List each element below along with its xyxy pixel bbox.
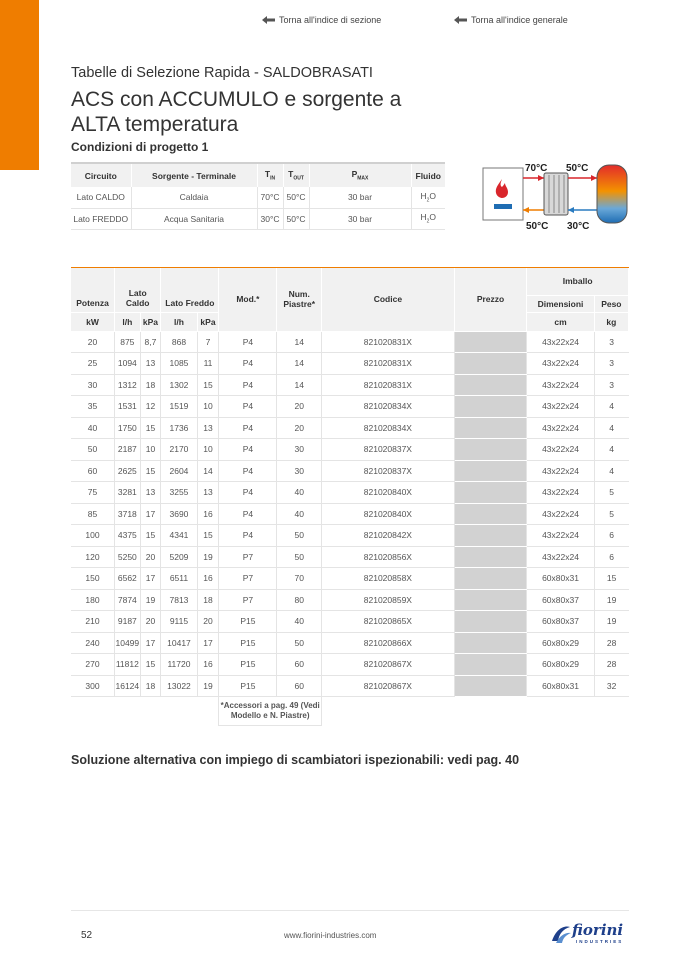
col-potenza: Potenza <box>71 268 115 312</box>
table-row <box>71 503 629 525</box>
unit-lh: l/h <box>115 312 141 331</box>
table-cell: 17 <box>140 503 161 525</box>
table-cell: 3255 <box>161 482 197 504</box>
table-cell: 70 <box>277 568 322 590</box>
table-cell: 270 <box>71 654 115 676</box>
table-cell: 43x22x24 <box>527 374 594 396</box>
table-row <box>71 353 629 375</box>
table-cell: 4 <box>594 439 628 461</box>
table-cell: 60 <box>277 675 322 697</box>
table-cell: 19 <box>197 546 219 568</box>
conditions-row <box>71 187 445 208</box>
cell: 30 bar <box>309 187 411 208</box>
table-cell: 2187 <box>115 439 141 461</box>
table-cell: 5 <box>594 482 628 504</box>
table-cell: P15 <box>219 654 277 676</box>
back-arrow-icon <box>454 16 467 24</box>
table-cell: 1531 <box>115 396 141 418</box>
table-cell: 80 <box>277 589 322 611</box>
col-sorgente: Sorgente - Terminale <box>131 163 257 187</box>
table-cell: 13 <box>197 482 219 504</box>
table-cell: 1312 <box>115 374 141 396</box>
table-row <box>71 396 629 418</box>
table-cell: 821020858X <box>322 568 455 590</box>
table-cell: 8,7 <box>140 331 161 353</box>
back-to-section-label: Torna all'indice di sezione <box>279 15 382 25</box>
table-cell: 30 <box>277 439 322 461</box>
price-cell <box>454 675 527 697</box>
table-cell: P7 <box>219 589 277 611</box>
conditions-row <box>71 208 445 229</box>
conditions-table <box>71 162 445 230</box>
col-tout: $T_{OUT}$ <box>283 163 309 187</box>
cell: 30°C <box>257 208 283 229</box>
table-cell: 14 <box>197 460 219 482</box>
temp-label: 70°C <box>525 163 548 174</box>
table-cell: P4 <box>219 331 277 353</box>
table-cell: 30 <box>71 374 115 396</box>
table-cell: 43x22x24 <box>527 353 594 375</box>
price-cell <box>454 525 527 547</box>
unit-cm: cm <box>527 312 594 331</box>
unit-kw: kW <box>71 312 115 331</box>
section-tab <box>0 0 39 170</box>
cell: 30 bar <box>309 208 411 229</box>
table-row <box>71 525 629 547</box>
col-pmax: $P_{MAX}$ <box>309 163 411 187</box>
accessories-note: *Accessori a pag. 49 (Vedi Modello e N. Piastre) <box>219 697 322 726</box>
table-cell: P4 <box>219 439 277 461</box>
table-cell: 120 <box>71 546 115 568</box>
table-cell: 11812 <box>115 654 141 676</box>
temp-label: 30°C <box>567 221 590 232</box>
back-arrow-icon <box>262 16 275 24</box>
col-lato-freddo: Lato Freddo <box>161 268 219 312</box>
table-cell: 28 <box>594 632 628 654</box>
table-cell: 821020840X <box>322 482 455 504</box>
table-cell: 20 <box>140 546 161 568</box>
table-row <box>71 675 629 697</box>
table-cell: 11720 <box>161 654 197 676</box>
cell: $H_2O$ <box>411 187 445 208</box>
table-cell: 19 <box>140 589 161 611</box>
table-cell: 821020867X <box>322 654 455 676</box>
table-cell: 50 <box>71 439 115 461</box>
table-cell: 4341 <box>161 525 197 547</box>
col-imballo: Imballo <box>527 268 629 295</box>
table-cell: 7874 <box>115 589 141 611</box>
back-to-section-link[interactable] <box>262 13 381 27</box>
table-cell: 1085 <box>161 353 197 375</box>
unit-kg: kg <box>594 312 628 331</box>
table-cell: 1094 <box>115 353 141 375</box>
table-cell: 3 <box>594 374 628 396</box>
price-cell <box>454 482 527 504</box>
table-cell: 4 <box>594 396 628 418</box>
table-cell: 35 <box>71 396 115 418</box>
table-cell: 3 <box>594 353 628 375</box>
page-title: ACS con ACCUMULO e sorgente a ALTA temperatura <box>71 88 402 136</box>
price-cell <box>454 353 527 375</box>
table-cell: P4 <box>219 460 277 482</box>
table-cell: 821020859X <box>322 589 455 611</box>
table-cell: 1750 <box>115 417 141 439</box>
col-num-piastre: Num. Piastre* <box>277 268 322 331</box>
table-cell: 4375 <box>115 525 141 547</box>
table-cell: 6 <box>594 525 628 547</box>
table-row <box>71 374 629 396</box>
website-link[interactable]: www.fiorini-industries.com <box>284 931 377 940</box>
price-cell <box>454 439 527 461</box>
price-cell <box>454 632 527 654</box>
spacer-cell <box>322 697 629 726</box>
spacer-cell <box>71 697 219 726</box>
table-cell: 20 <box>71 331 115 353</box>
table-cell: P4 <box>219 374 277 396</box>
table-cell: 150 <box>71 568 115 590</box>
table-cell: 2625 <box>115 460 141 482</box>
table-cell: 19 <box>197 675 219 697</box>
table-cell: 17 <box>140 632 161 654</box>
table-cell: P4 <box>219 482 277 504</box>
table-cell: 5 <box>594 503 628 525</box>
table-cell: 16124 <box>115 675 141 697</box>
table-cell: 20 <box>277 417 322 439</box>
price-cell <box>454 568 527 590</box>
table-row <box>71 568 629 590</box>
price-cell <box>454 374 527 396</box>
table-cell: 15 <box>140 460 161 482</box>
logo-subtext: INDUSTRIES <box>576 939 624 944</box>
table-cell: 20 <box>277 396 322 418</box>
table-cell: P4 <box>219 396 277 418</box>
table-cell: 43x22x24 <box>527 482 594 504</box>
table-cell: 2604 <box>161 460 197 482</box>
page-subtitle: Tabelle di Selezione Rapida - SALDOBRASATI <box>71 65 373 81</box>
table-cell: P4 <box>219 525 277 547</box>
table-cell: 60x80x29 <box>527 632 594 654</box>
table-cell: 12 <box>140 396 161 418</box>
table-cell: 13 <box>197 417 219 439</box>
table-row <box>71 589 629 611</box>
table-cell: 60x80x37 <box>527 611 594 633</box>
table-cell: 15 <box>594 568 628 590</box>
cell: 50°C <box>283 187 309 208</box>
table-cell: 13022 <box>161 675 197 697</box>
table-cell: 20 <box>197 611 219 633</box>
cell: 70°C <box>257 187 283 208</box>
table-cell: 28 <box>594 654 628 676</box>
table-cell: 100 <box>71 525 115 547</box>
table-cell: 821020831X <box>322 353 455 375</box>
table-cell: 50 <box>277 525 322 547</box>
table-cell: 40 <box>71 417 115 439</box>
table-cell: P4 <box>219 503 277 525</box>
table-cell: 10 <box>140 439 161 461</box>
col-peso: Peso <box>594 295 628 312</box>
table-cell: 5250 <box>115 546 141 568</box>
table-row <box>71 460 629 482</box>
table-cell: 821020834X <box>322 417 455 439</box>
table-cell: 60x80x37 <box>527 589 594 611</box>
table-row <box>71 611 629 633</box>
page-number: 52 <box>81 930 93 941</box>
table-row <box>71 331 629 353</box>
table-cell: 821020837X <box>322 460 455 482</box>
table-cell: 40 <box>277 503 322 525</box>
table-cell: 43x22x24 <box>527 546 594 568</box>
table-cell: P15 <box>219 675 277 697</box>
table-cell: 6 <box>594 546 628 568</box>
unit-lh: l/h <box>161 312 197 331</box>
table-cell: 875 <box>115 331 141 353</box>
table-cell: 821020831X <box>322 374 455 396</box>
price-cell <box>454 503 527 525</box>
table-cell: P15 <box>219 611 277 633</box>
table-cell: 43x22x24 <box>527 525 594 547</box>
table-cell: 60 <box>277 654 322 676</box>
table-cell: P4 <box>219 417 277 439</box>
cell: 50°C <box>283 208 309 229</box>
table-row <box>71 482 629 504</box>
table-cell: 40 <box>277 611 322 633</box>
table-cell: 821020837X <box>322 439 455 461</box>
table-cell: 2170 <box>161 439 197 461</box>
table-cell: 868 <box>161 331 197 353</box>
col-prezzo: Prezzo <box>454 268 527 331</box>
cell: Acqua Sanitaria <box>131 208 257 229</box>
temp-label: 50°C <box>566 163 589 174</box>
table-cell: 821020856X <box>322 546 455 568</box>
table-cell: 20 <box>140 611 161 633</box>
table-cell: 14 <box>277 331 322 353</box>
table-cell: 17 <box>140 568 161 590</box>
price-cell <box>454 331 527 353</box>
table-row <box>71 439 629 461</box>
table-cell: 13 <box>140 482 161 504</box>
table-cell: 43x22x24 <box>527 460 594 482</box>
table-cell: 240 <box>71 632 115 654</box>
table-cell: 5209 <box>161 546 197 568</box>
table-cell: 821020867X <box>322 675 455 697</box>
table-cell: 1519 <box>161 396 197 418</box>
table-cell: 10 <box>197 396 219 418</box>
table-cell: P15 <box>219 632 277 654</box>
table-cell: 4 <box>594 417 628 439</box>
table-row <box>71 632 629 654</box>
table-cell: 821020866X <box>322 632 455 654</box>
table-row <box>71 654 629 676</box>
table-cell: 15 <box>140 654 161 676</box>
table-cell: 15 <box>140 417 161 439</box>
logo-wordmark: fiorini <box>572 921 624 939</box>
price-cell <box>454 460 527 482</box>
table-cell: 18 <box>140 675 161 697</box>
table-cell: 15 <box>140 525 161 547</box>
table-cell: 60x80x29 <box>527 654 594 676</box>
table-cell: 6562 <box>115 568 141 590</box>
table-cell: 16 <box>197 568 219 590</box>
table-cell: 1302 <box>161 374 197 396</box>
table-cell: 15 <box>197 374 219 396</box>
table-cell: 40 <box>277 482 322 504</box>
table-cell: 50 <box>277 546 322 568</box>
table-cell: 60 <box>71 460 115 482</box>
table-cell: 16 <box>197 654 219 676</box>
price-cell <box>454 396 527 418</box>
table-cell: 18 <box>197 589 219 611</box>
table-cell: 4 <box>594 460 628 482</box>
col-fluido: Fluido <box>411 163 445 187</box>
unit-kpa: kPa <box>197 312 219 331</box>
price-cell <box>454 611 527 633</box>
table-cell: 13 <box>140 353 161 375</box>
back-to-index-link[interactable] <box>454 13 568 27</box>
table-cell: 3690 <box>161 503 197 525</box>
table-cell: 3718 <box>115 503 141 525</box>
table-cell: 6511 <box>161 568 197 590</box>
cell: Lato CALDO <box>71 187 131 208</box>
table-cell: 300 <box>71 675 115 697</box>
cell: Lato FREDDO <box>71 208 131 229</box>
table-cell: 43x22x24 <box>527 396 594 418</box>
system-diagram <box>480 161 632 233</box>
table-cell: 43x22x24 <box>527 503 594 525</box>
table-cell: 43x22x24 <box>527 417 594 439</box>
table-cell: 43x22x24 <box>527 331 594 353</box>
col-codice: Codice <box>322 268 455 331</box>
table-cell: 30 <box>277 460 322 482</box>
cell: Caldaia <box>131 187 257 208</box>
table-cell: 14 <box>277 374 322 396</box>
table-cell: 15 <box>197 525 219 547</box>
table-cell: 1736 <box>161 417 197 439</box>
table-cell: 9187 <box>115 611 141 633</box>
price-cell <box>454 417 527 439</box>
price-cell <box>454 654 527 676</box>
table-cell: 210 <box>71 611 115 633</box>
table-cell: 7 <box>197 331 219 353</box>
col-circuito: Circuito <box>71 163 131 187</box>
cell: $H_2O$ <box>411 208 445 229</box>
footer-rule <box>71 910 629 911</box>
table-cell: 10417 <box>161 632 197 654</box>
temp-label: 50°C <box>526 221 549 232</box>
col-lato-caldo: Lato Caldo <box>115 268 161 312</box>
table-cell: P7 <box>219 546 277 568</box>
table-cell: 32 <box>594 675 628 697</box>
table-cell: 9115 <box>161 611 197 633</box>
table-cell: 821020840X <box>322 503 455 525</box>
table-cell: 11 <box>197 353 219 375</box>
table-cell: 821020834X <box>322 396 455 418</box>
table-cell: 17 <box>197 632 219 654</box>
table-cell: 60x80x31 <box>527 568 594 590</box>
table-cell: 180 <box>71 589 115 611</box>
table-cell: 16 <box>197 503 219 525</box>
col-dimensioni: Dimensioni <box>527 295 594 312</box>
unit-kpa: kPa <box>140 312 161 331</box>
col-mod: Mod.* <box>219 268 277 331</box>
table-cell: 14 <box>277 353 322 375</box>
conditions-title: Condizioni di progetto 1 <box>71 140 209 154</box>
table-cell: P7 <box>219 568 277 590</box>
table-cell: 10499 <box>115 632 141 654</box>
table-cell: 821020865X <box>322 611 455 633</box>
table-cell: 3 <box>594 331 628 353</box>
table-cell: 19 <box>594 589 628 611</box>
table-cell: P4 <box>219 353 277 375</box>
table-cell: 821020831X <box>322 331 455 353</box>
table-cell: 821020842X <box>322 525 455 547</box>
table-row <box>71 417 629 439</box>
table-cell: 19 <box>594 611 628 633</box>
table-cell: 10 <box>197 439 219 461</box>
table-cell: 85 <box>71 503 115 525</box>
table-cell: 50 <box>277 632 322 654</box>
storage-tank-icon <box>597 165 627 223</box>
table-cell: 3281 <box>115 482 141 504</box>
table-cell: 25 <box>71 353 115 375</box>
col-tin: $T_{IN}$ <box>257 163 283 187</box>
alternative-solution-note: Soluzione alternativa con impiego di scambiatori ispezionabili: vedi pag. 40 <box>71 753 520 767</box>
selection-table <box>71 268 629 726</box>
table-cell: 60x80x31 <box>527 675 594 697</box>
table-row <box>71 546 629 568</box>
table-cell: 7813 <box>161 589 197 611</box>
price-cell <box>454 546 527 568</box>
table-cell: 43x22x24 <box>527 439 594 461</box>
back-to-index-label: Torna all'indice generale <box>471 15 568 25</box>
table-cell: 18 <box>140 374 161 396</box>
table-cell: 75 <box>71 482 115 504</box>
price-cell <box>454 589 527 611</box>
